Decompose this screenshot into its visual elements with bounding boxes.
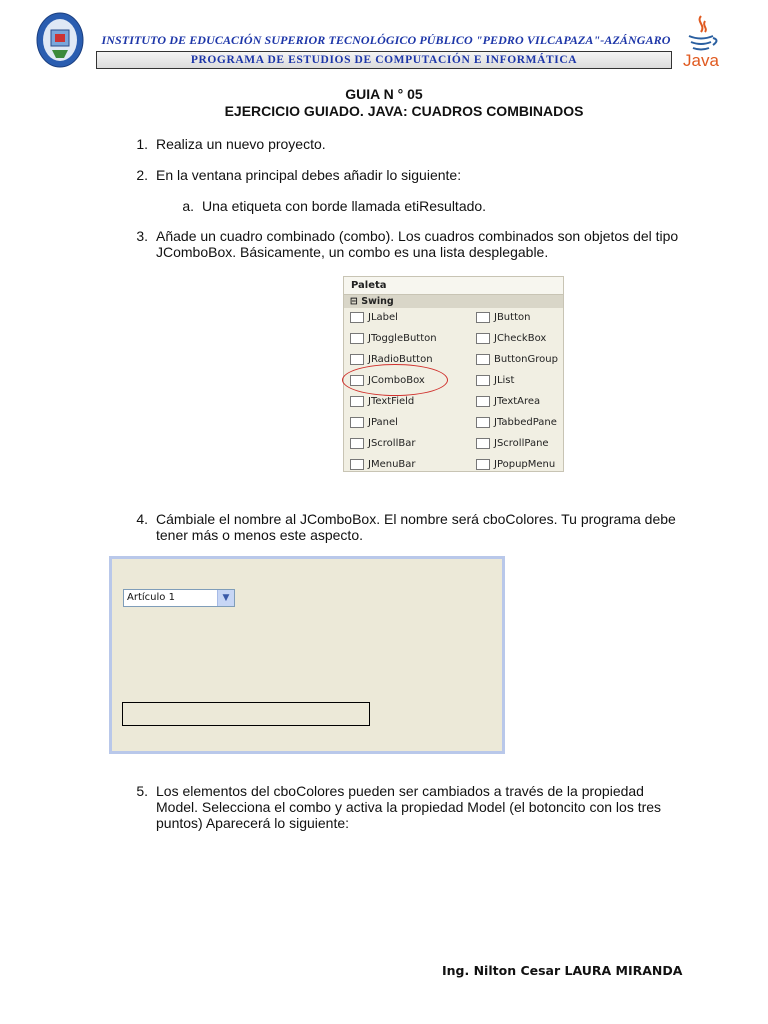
guide-title: EJERCICIO GUIADO. JAVA: CUADROS COMBINADOS [224, 103, 584, 119]
guide-number: GUIA N ° 05 [345, 86, 423, 102]
component-icon [476, 354, 490, 365]
step-text-line: Cámbiale el nombre al JComboBox. El nombre será cboColores. Tu programa debe [156, 511, 676, 527]
step-number: 2. [136, 167, 148, 183]
palette-panel [343, 276, 564, 472]
step-text-line: Model. Selecciona el combo y activa la propiedad Model (el botoncito con los tres [156, 799, 662, 815]
component-icon [350, 354, 364, 365]
combo-value: Artículo 1 [127, 592, 175, 603]
palette-title: Paleta [344, 277, 563, 295]
palette-item: JCheckBox [476, 331, 546, 347]
palette-item: JTextArea [476, 394, 540, 410]
component-icon [476, 438, 490, 449]
palette-item: JButton [476, 310, 530, 326]
component-icon [476, 396, 490, 407]
step-text: Realiza un nuevo proyecto. [156, 136, 326, 152]
highlight-oval [342, 364, 448, 396]
step-number: 5. [136, 783, 148, 799]
palette-section-swing: ⊟ Swing [344, 295, 563, 308]
institution-seal-icon [36, 12, 84, 68]
author-footer: Ing. Nilton Cesar LAURA MIRANDA [442, 963, 683, 978]
result-label-box [122, 702, 370, 726]
component-icon [350, 438, 364, 449]
component-icon [476, 459, 490, 470]
example-window [109, 556, 505, 754]
substep-letter: a. [182, 198, 194, 214]
palette-item: JPanel [350, 415, 398, 431]
palette-item: JToggleButton [350, 331, 437, 347]
component-icon [476, 312, 490, 323]
program-banner [96, 51, 672, 69]
combo-box[interactable] [123, 589, 235, 607]
component-icon [350, 396, 364, 407]
palette-item: ButtonGroup [476, 352, 558, 368]
java-logo-text: Java [683, 51, 719, 70]
step-text-line: puntos) Aparecerá lo siguiente: [156, 815, 350, 831]
palette-item: JMenuBar [350, 457, 416, 473]
step-text-line: tener más o menos este aspecto. [156, 527, 363, 543]
component-icon [476, 333, 490, 344]
component-icon [350, 459, 364, 470]
palette-item: JScrollPane [476, 436, 549, 452]
program-title: PROGRAMA DE ESTUDIOS DE COMPUTACIÓN E INFORMÁTICA [190, 54, 578, 66]
palette-item: JList [476, 373, 514, 389]
palette-item: JRadioButton [350, 352, 433, 368]
palette-item: JTabbedPane [476, 415, 557, 431]
step-number: 3. [136, 228, 148, 244]
palette-item: JPopupMenu [476, 457, 555, 473]
step-text: En la ventana principal debes añadir lo siguiente: [156, 167, 462, 183]
step-text-line: Añade un cuadro combinado (combo). Los cuadros combinados son objetos del tipo [156, 228, 679, 244]
palette-item: JComboBox [350, 373, 425, 389]
chevron-down-icon[interactable]: ▼ [217, 590, 234, 606]
step-text-line: Los elementos del cboColores pueden ser cambiados a través de la propiedad [156, 783, 644, 799]
step-number: 1. [136, 136, 148, 152]
step-number: 4. [136, 511, 148, 527]
palette-section-label: Swing [361, 296, 394, 307]
palette-item: JTextField [350, 394, 414, 410]
component-icon [476, 417, 490, 428]
palette-item: JScrollBar [350, 436, 415, 452]
component-icon [476, 375, 490, 386]
palette-item: JLabel [350, 310, 398, 326]
component-icon [350, 312, 364, 323]
component-icon [350, 333, 364, 344]
institution-title: INSTITUTO DE EDUCACIÓN SUPERIOR TECNOLÓGICO PÚBLICO "PEDRO VILCAPAZA"-AZÁNGARO [101, 33, 671, 47]
component-icon [350, 417, 364, 428]
step-text-line: JComboBox. Básicamente, un combo es una lista desplegable. [156, 244, 549, 260]
substep-text: Una etiqueta con borde llamada etiResultado. [202, 198, 487, 214]
